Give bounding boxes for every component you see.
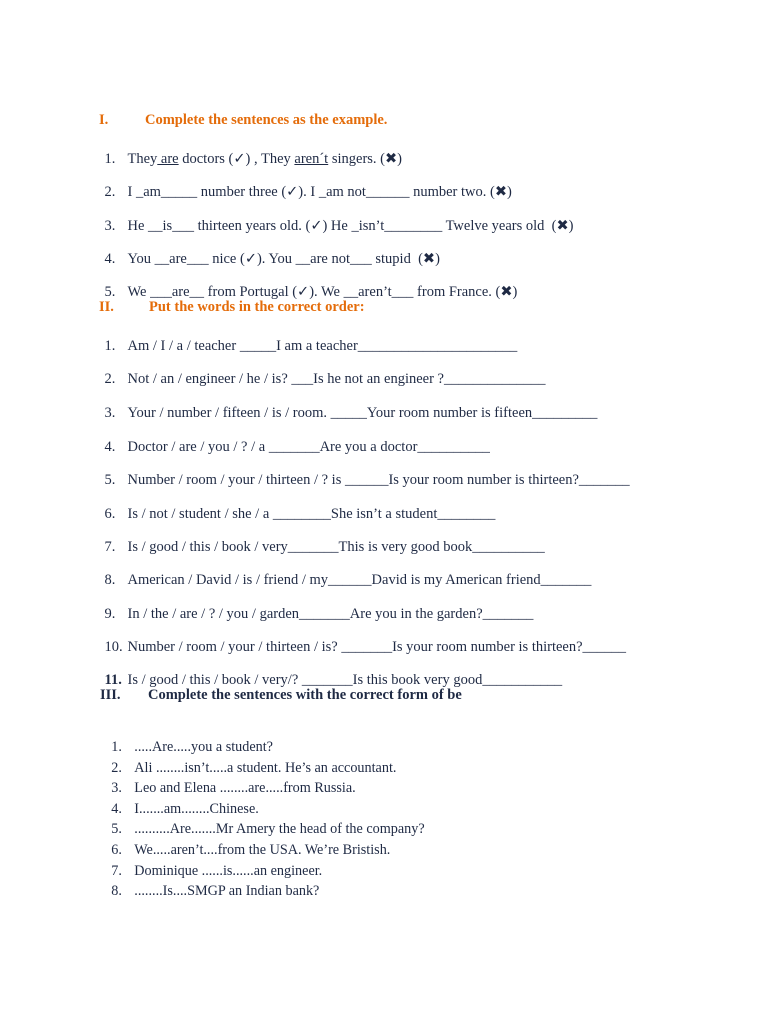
item-text-underlined: are	[157, 151, 179, 167]
section-1-title: Complete the sentences as the example.	[145, 112, 388, 128]
item-number: 2.	[104, 371, 116, 387]
item-number: 5.	[104, 472, 116, 488]
item-text: ........Is....SMGP an Indian bank?	[134, 883, 320, 899]
item-number: 8.	[104, 572, 116, 588]
item-number: 5.	[104, 284, 116, 300]
item-number: 2.	[104, 184, 116, 200]
item-text: ..........Are.......Mr Amery the head of the company?	[134, 821, 425, 837]
item-text-underlined: aren´t	[294, 151, 329, 167]
item-text: Dominique ......is......an engineer.	[134, 863, 323, 879]
item-text: I.......am........Chinese.	[134, 801, 259, 817]
section-2-numeral: II.	[99, 299, 114, 315]
item-number: 10.	[104, 639, 123, 655]
item-text: Doctor / are / you / ? / a _______Are you a doctor__________	[127, 439, 490, 455]
item-number: 3.	[111, 780, 122, 796]
item-text: American / David / is / friend / my______David is my American friend_______	[127, 572, 592, 588]
item-number: 5.	[111, 821, 122, 837]
item-number: 4.	[104, 439, 116, 455]
item-text: Number / room / your / thirteen / ? is ______Is your room number is thirteen?_______	[127, 472, 630, 488]
item-number: 2.	[111, 760, 122, 776]
item-text: Number / room / your / thirteen / is? _______Is your room number is thirteen?______	[127, 639, 627, 655]
item-number: 4.	[104, 251, 116, 267]
item-number: 1.	[104, 151, 116, 167]
item-text: He __is___ thirteen years old. (✓) He _isn’t________ Twelve years old (✖)	[127, 218, 574, 234]
section-3-numeral: III.	[100, 687, 121, 703]
item-text: We ___are__ from Portugal (✓). We __aren’t___ from France. (✖)	[127, 284, 518, 300]
item-text: Not / an / engineer / he / is? ___Is he not an engineer ?______________	[127, 371, 546, 387]
section-1-numeral: I.	[99, 112, 109, 128]
item-text: Is / not / student / she / a ________She isn’t a student________	[127, 506, 496, 522]
item-text-mid: doctors (✓) , They	[178, 151, 295, 167]
item-number: 11.	[104, 672, 122, 688]
item-number: 3.	[104, 405, 116, 421]
item-number: 6.	[111, 842, 122, 858]
item-number: 7.	[111, 863, 122, 879]
section-3-title: Complete the sentences with the correct form of be	[148, 687, 462, 703]
item-text: .....Are.....you a student?	[134, 739, 273, 755]
item-text: We.....aren’t....from the USA. We’re Bristish.	[134, 842, 391, 858]
item-text: Is / good / this / book / very_______This is very good book__________	[127, 539, 545, 555]
item-text-pre: They	[127, 151, 158, 167]
item-number: 8.	[111, 883, 122, 899]
item-text: Your / number / fifteen / is / room. _____Your room number is fifteen_________	[127, 405, 598, 421]
item-number: 7.	[104, 539, 116, 555]
item-number: 9.	[104, 606, 116, 622]
item-number: 6.	[104, 506, 116, 522]
item-text-post: singers. (✖)	[328, 151, 402, 167]
item-text: Is / good / this / book / very/? _______Is this book very good___________	[127, 672, 563, 688]
item-number: 4.	[111, 801, 122, 817]
item-text: I _am_____ number three (✓). I _am not______ number two. (✖)	[127, 184, 512, 200]
item-text: In / the / are / ? / you / garden_______Are you in the garden?_______	[127, 606, 534, 622]
item-text: Am / I / a / teacher _____I am a teacher______________________	[127, 338, 518, 354]
section-2-title: Put the words in the correct order:	[149, 299, 365, 315]
item-text: You __are___ nice (✓). You __are not___ stupid (✖)	[127, 251, 440, 267]
item-text: Leo and Elena ........are.....from Russia.	[134, 780, 356, 796]
item-number: 3.	[104, 218, 116, 234]
section-3-item	[90, 864, 319, 918]
item-number: 1.	[104, 338, 116, 354]
item-text: Ali ........isn’t.....a student. He’s an accountant.	[134, 760, 397, 776]
item-number: 1.	[111, 739, 122, 755]
